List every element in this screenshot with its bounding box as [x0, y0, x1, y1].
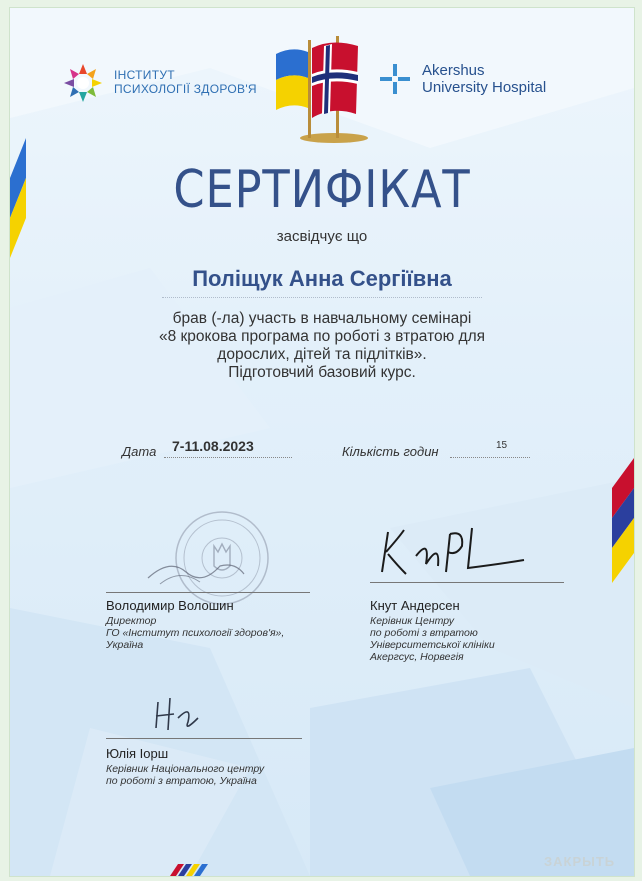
role-line: ГО «Інститут психології здоров'я», [106, 627, 285, 639]
signature-line [106, 592, 310, 593]
signatory-role [106, 763, 264, 787]
institute-logo-icon [62, 62, 104, 104]
course-description [10, 310, 634, 382]
role-line: Директор [106, 615, 157, 627]
hours-value: 15 [496, 440, 508, 451]
close-button[interactable]: ЗАКРЫТЬ [544, 854, 616, 869]
role-line: Акергсус, Норвегія [370, 651, 464, 663]
hospital-logo [378, 60, 578, 106]
flag-stripe-right [612, 448, 634, 608]
signatory-name: Юлія Іорш [106, 746, 169, 761]
hours-label: Кількість годин [342, 444, 439, 459]
hours-underline [450, 457, 530, 458]
signature-voloshyn [140, 538, 250, 598]
signature-line [370, 582, 564, 583]
date-value: 7-11.08.2023 [172, 438, 254, 454]
role-line: Україна [106, 639, 144, 651]
date-underline [164, 457, 292, 458]
role-line: Керівник Центру [370, 615, 455, 627]
institute-name-line2: ПСИХОЛОГІЇ ЗДОРОВ'Я [114, 82, 257, 96]
certificate [10, 8, 634, 876]
recipient-name: Поліщук Анна Сергіївна [192, 266, 452, 291]
course-line: брав (-ла) участь в навчальному семінарі [172, 310, 472, 327]
signatory-name: Кнут Андерсен [370, 598, 460, 613]
signature-iorsh [148, 688, 218, 738]
flags-ukraine-norway [272, 34, 370, 146]
hospital-name-line1: Akershus [422, 62, 485, 79]
certifies-text: засвідчує що [276, 228, 368, 245]
course-line: Підготовчий базовий курс. [228, 364, 416, 381]
role-line: по роботі з втратою [370, 627, 478, 639]
role-line: по роботі з втратою, Україна [106, 775, 257, 787]
role-line: Університетської клініки [370, 639, 495, 651]
hospital-cross-icon [378, 62, 412, 96]
signature-line [106, 738, 302, 739]
signatory-name: Володимир Волошин [106, 598, 234, 613]
recipient-underline [162, 297, 482, 298]
role-line: Керівник Національного центру [106, 763, 265, 775]
certificate-title: СЕРТИФІКАТ [173, 160, 471, 220]
hospital-name-line2: University Hospital [422, 79, 547, 96]
course-line: дорослих, дітей та підлітків». [217, 346, 427, 363]
signatory-role [370, 615, 495, 663]
signature-andersen [360, 516, 530, 586]
flag-stripe-bottom [170, 858, 210, 876]
date-label: Дата [122, 444, 157, 459]
signatory-role [106, 615, 284, 651]
course-line: «8 крокова програма по роботі з втратою для [158, 328, 486, 345]
institute-name-line1: ІНСТИТУТ [114, 68, 175, 82]
